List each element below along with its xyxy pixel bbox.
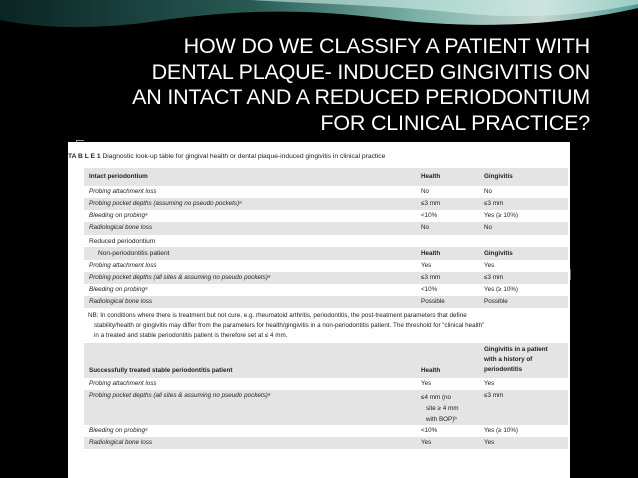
slide-title — [30, 34, 590, 136]
table-row — [84, 186, 568, 198]
table-row — [84, 222, 568, 235]
cell-line: ≤4 mm (no — [421, 394, 452, 401]
title-line: AN INTACT AND A REDUCED PERIODONTIUM — [132, 85, 590, 109]
note-line: NB: In conditions where there is treatment but not cure, e.g. rheumatoid arthritis, periodontitis, the post-treatment parameters that define — [88, 312, 467, 319]
header-cell: Successfully treated stable periodontitis patient — [89, 367, 233, 374]
row-label: Bleeding on probingᵃ — [89, 212, 148, 219]
health-cell: Possible — [421, 298, 445, 305]
caption-label: TA B L E 1 — [68, 153, 101, 160]
gingivitis-cell: No — [484, 188, 493, 195]
header-cell: Health — [421, 250, 441, 257]
health-cell: <10% — [421, 286, 438, 293]
health-cell: Yes — [421, 380, 432, 387]
health-cell: <10% — [421, 427, 438, 434]
table-row — [84, 296, 568, 308]
table-row — [84, 343, 568, 378]
header-cell: Gingivitis — [484, 250, 513, 257]
health-cell: ≤3 mm — [421, 200, 441, 207]
health-cell: <10% — [421, 212, 438, 219]
gingivitis-cell: ≤3 mm — [484, 274, 504, 281]
diagnostic-table — [84, 168, 568, 449]
note-line: stability/health or gingivitis may differ from the parameters for health/gingivitis in a non-periodontitis patient. The threshold for “clinical health” — [94, 322, 485, 329]
gingivitis-cell: Possible — [484, 298, 508, 305]
table-row — [84, 210, 568, 222]
gingivitis-cell: Yes (≥ 10%) — [484, 212, 519, 219]
header-line: periodontitis — [484, 366, 523, 373]
table-note — [84, 308, 568, 343]
gingivitis-cell: ≤3 mm — [484, 200, 504, 207]
health-cell: ≤3 mm — [421, 274, 441, 281]
row-label: Bleeding on probingᵃ — [89, 286, 148, 293]
row-label: Probing pocket depths (all sites & assuming no pseudo pockets)ᵃ — [89, 274, 271, 281]
table-row — [84, 247, 568, 260]
table-row — [84, 272, 568, 284]
table-row — [84, 260, 568, 272]
gingivitis-cell: Yes — [484, 439, 495, 446]
header-cell: Gingivitis — [484, 173, 513, 180]
row-label: Radiological bone loss — [89, 224, 153, 231]
health-cell: Yes — [421, 439, 432, 446]
row-label: Radiological bone loss — [89, 439, 153, 446]
caption-text: Diagnostic look-up table for gingival health or dental plaque-induced gingivitis in clinical practice — [102, 153, 386, 160]
gingivitis-cell: Yes (≥ 10%) — [484, 427, 519, 434]
note-line: in a treated and stable periodontitis patient is therefore set at ≤ 4 mm. — [94, 332, 288, 339]
row-label: Probing attachment loss — [89, 380, 157, 387]
table-caption — [68, 153, 568, 160]
table-row — [84, 437, 568, 449]
header-cell: Health — [421, 367, 441, 374]
table-image — [68, 142, 570, 478]
gingivitis-cell: Yes — [484, 380, 495, 387]
health-cell: No — [421, 188, 430, 195]
title-line: DENTAL PLAQUE- INDUCED GINGIVITIS ON — [151, 59, 590, 84]
cell-line: site ≥ 4 mm — [426, 405, 459, 412]
health-cell — [421, 392, 459, 425]
table-row — [84, 168, 568, 186]
row-label: Probing pocket depths (all sites & assuming no pseudo pockets)ᵃ — [89, 392, 271, 399]
row-label: Probing attachment loss — [89, 262, 157, 269]
gingivitis-cell: Yes (≥ 10%) — [484, 286, 519, 293]
header-line: with a history of — [484, 356, 533, 363]
row-label: Probing attachment loss — [89, 188, 157, 195]
row-label: Bleeding on probingᵃ — [89, 427, 148, 434]
table-row — [84, 378, 568, 390]
table-row — [84, 284, 568, 296]
table-row — [84, 390, 568, 425]
row-label: Radiological bone loss — [89, 298, 153, 305]
gingivitis-cell: ≤3 mm — [484, 392, 504, 399]
table-row — [84, 198, 568, 210]
row-label: Probing pocket depths (assuming no pseudo pockets)ᵃ — [89, 200, 242, 207]
cell-line: with BOP)ᵇ — [426, 416, 457, 423]
health-cell: No — [421, 224, 430, 231]
table-row — [84, 235, 568, 247]
section-title: Reduced periodontium — [89, 238, 156, 245]
gingivitis-cell: Yes — [484, 262, 495, 269]
header-cell: Health — [421, 173, 441, 180]
health-cell: Yes — [421, 262, 432, 269]
table-row — [84, 425, 568, 437]
header-cell: Non-periodontitis patient — [98, 250, 170, 257]
title-line: FOR CLINICAL PRACTICE? — [320, 110, 590, 135]
gingivitis-cell: No — [484, 224, 493, 231]
title-line: HOW DO WE CLASSIFY A PATIENT WITH — [183, 34, 590, 58]
header-cell — [484, 345, 548, 375]
header-line: Gingivitis in a patient — [484, 346, 548, 353]
header-cell: Intact periodontium — [89, 173, 148, 180]
